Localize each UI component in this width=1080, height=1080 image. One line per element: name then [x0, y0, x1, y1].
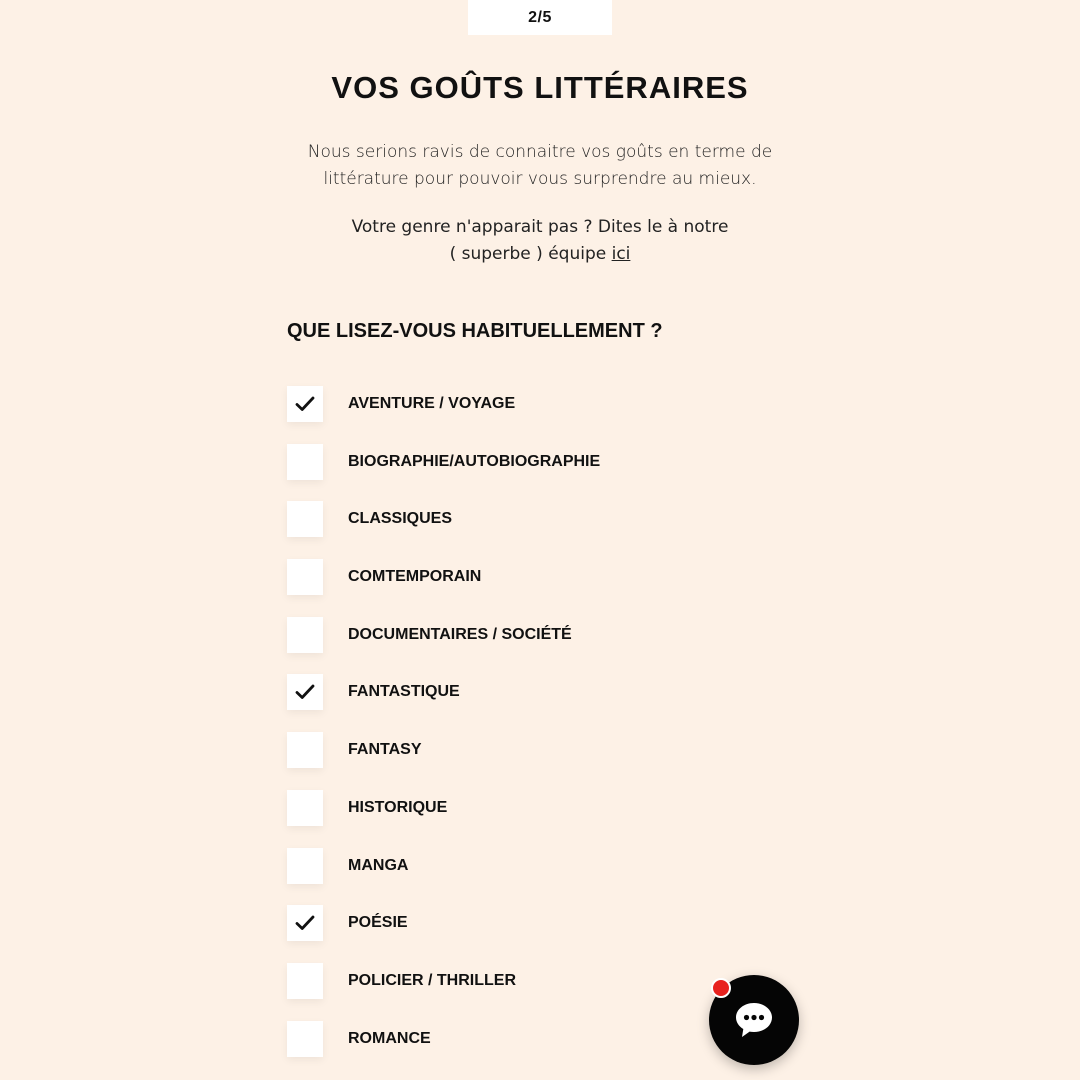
check-icon	[295, 684, 315, 700]
genre-option-documentaires-societe[interactable]	[287, 617, 600, 675]
genre-label: HISTORIQUE	[348, 798, 448, 816]
genre-checkbox[interactable]	[287, 963, 323, 999]
genre-label: MANGA	[348, 856, 409, 874]
missing-genre-line2-prefix: ( superbe ) équipe	[449, 244, 612, 264]
genre-label: CLASSIQUES	[348, 510, 453, 528]
check-icon	[295, 396, 315, 412]
genre-checkbox[interactable]	[287, 501, 323, 537]
genre-label: POLICIER / THRILLER	[348, 971, 516, 989]
step-indicator-text: 2/5	[528, 8, 552, 26]
notification-dot	[711, 978, 731, 998]
genre-label: BIOGRAPHIE/AUTOBIOGRAPHIE	[348, 452, 601, 470]
genre-checkbox[interactable]	[287, 617, 323, 653]
genre-checkbox[interactable]	[287, 444, 323, 480]
genre-checkbox-list	[287, 386, 600, 1078]
genre-checkbox[interactable]	[287, 674, 323, 710]
missing-genre-text	[290, 214, 790, 268]
genre-label: COMTEMPORAIN	[348, 568, 482, 586]
genre-option-poesie[interactable]	[287, 905, 600, 963]
missing-genre-line2	[290, 241, 790, 268]
genre-label: ROMANCE	[348, 1029, 431, 1047]
genre-checkbox[interactable]	[287, 1021, 323, 1057]
genre-label: FANTASTIQUE	[348, 683, 460, 701]
genre-option-policier-thriller[interactable]	[287, 963, 600, 1021]
genre-checkbox[interactable]	[287, 559, 323, 595]
genre-option-comtemporain[interactable]	[287, 559, 600, 617]
genre-option-fantastique[interactable]	[287, 674, 600, 732]
genre-option-romance[interactable]	[287, 1021, 600, 1079]
genre-checkbox[interactable]	[287, 905, 323, 941]
missing-genre-line1: Votre genre n'apparait pas ? Dites le à notre	[351, 217, 729, 237]
contact-team-link[interactable]: ici	[611, 244, 631, 264]
step-indicator	[468, 0, 612, 35]
page-title: VOS GOÛTS LITTÉRAIRES	[331, 70, 749, 105]
genre-label: POÉSIE	[348, 914, 408, 932]
genre-option-fantasy[interactable]	[287, 732, 600, 790]
genre-label: AVENTURE / VOYAGE	[348, 395, 516, 412]
genre-checkbox[interactable]	[287, 732, 323, 768]
genre-label: DOCUMENTAIRES / SOCIÉTÉ	[348, 625, 572, 643]
genre-option-classiques[interactable]	[287, 501, 600, 559]
intro-text: Nous serions ravis de connaitre vos goûts en terme de littérature pour pouvoir vous surprendre au mieux.	[307, 142, 773, 189]
genre-option-manga[interactable]	[287, 848, 600, 906]
genre-label: FANTASY	[348, 741, 422, 759]
genre-option-historique[interactable]	[287, 790, 600, 848]
section-title: QUE LISEZ-VOUS HABITUELLEMENT ?	[287, 320, 663, 342]
genre-checkbox[interactable]	[287, 386, 323, 422]
genre-checkbox[interactable]	[287, 848, 323, 884]
genre-checkbox[interactable]	[287, 790, 323, 826]
genre-option-aventure-voyage[interactable]	[287, 386, 600, 444]
genre-option-biographie-autobiographie[interactable]	[287, 444, 600, 502]
chat-bubble-icon	[734, 1001, 774, 1039]
check-icon	[295, 915, 315, 931]
